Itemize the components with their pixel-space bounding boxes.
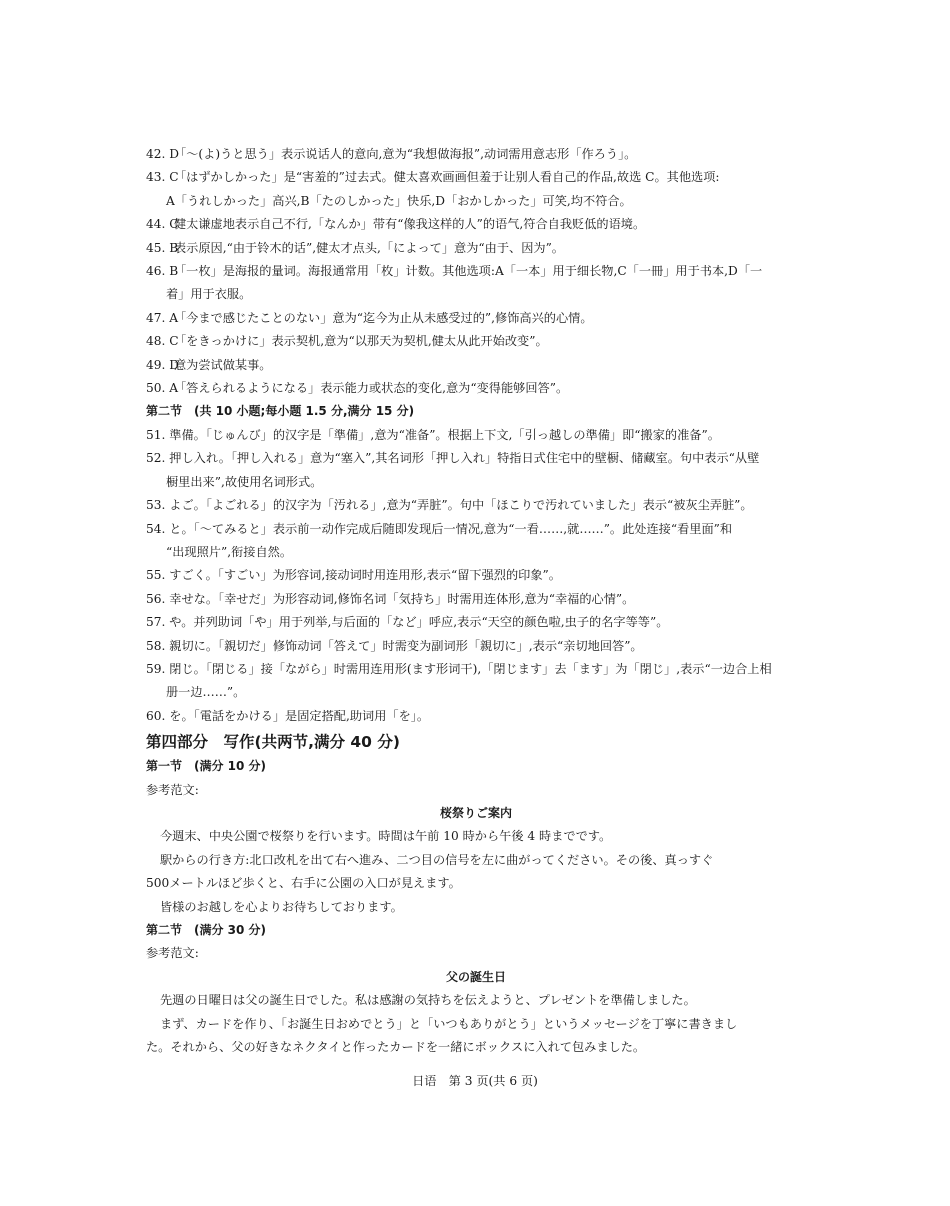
- answer-item-54: 54. と。「～てみると」表示前一动作完成后随即发现后一情况,意为“一看……,就……”。此处连接“看里面”和: [146, 521, 733, 536]
- item-explanation: 「はずかしかった」是“害羞的”过去式。健太喜欢画画但羞于让别人看自己的作品,故选 C。其他选项:: [174, 170, 720, 185]
- reference-label: 参考范文:: [146, 946, 199, 961]
- answer-item-60: 60. を。「電話をかける」是固定搭配,助词用「を」。: [146, 708, 430, 723]
- answer-item-52: 52. 押し入れ。「押し入れる」意为“塞入”,其名词形「押し入れ」特指日式住宅中的壁橱、储藏室。句中表示“从壁: [146, 451, 760, 466]
- writing-section2-heading: 第二节 (满分 30 分): [146, 923, 267, 937]
- item-number: 49. D: [146, 357, 180, 372]
- answer-item-55: 55. すごく。「すごい」为形容词,接动词时用连用形,表示“留下强烈的印象”。: [146, 568, 561, 583]
- item-explanation: 「今まで感じたことのない」意为“迄今为止从未感受过的”,修饰高兴的心情。: [174, 310, 593, 325]
- answer-item-56: 56. 幸せな。「幸せだ」为形容动词,修饰名词「気持ち」时需用连体形,意为“幸福的心情”。: [146, 591, 635, 606]
- item-explanation-continued: 册一边……”。: [166, 685, 246, 700]
- essay-paragraph: まず、カードを作り、「お誕生日おめでとう」と「いつもありがとう」というメッセージを丁寧に書きまし: [160, 1016, 738, 1031]
- item-explanation: 意为尝试做某事。: [174, 357, 272, 372]
- item-explanation: 「をきっかけに」表示契机,意为“以那天为契机,健太从此开始改变”。: [174, 334, 548, 349]
- item-number: 44. C: [146, 217, 179, 232]
- item-explanation-continued: “出现照片”,衔接自然。: [166, 544, 293, 559]
- answer-item-43: [146, 166, 806, 189]
- item-number: 50. A: [146, 381, 179, 396]
- item-explanation-continued: 着」用于衣服。: [166, 287, 252, 302]
- answer-item-49: [146, 354, 806, 377]
- item-explanation: 「一枚」是海报的量词。海报通常用「枚」计数。其他选项:A「一本」用于细长物,C「一冊」用于书本,D「一: [174, 264, 763, 279]
- item-number: 45. B: [146, 240, 179, 255]
- essay-paragraph-continued: 500メートルほど歩くと、右手に公園の入口が見えます。: [146, 876, 461, 891]
- writing-section1: [146, 755, 806, 919]
- item-explanation: 表示原因,“由于铃木的话”,健太才点头,「によって」意为“由于、因为”。: [174, 240, 564, 255]
- essay-title: 桜祭りご案内: [439, 805, 512, 820]
- answer-item-45: [146, 237, 806, 260]
- essay-paragraph: 先週の日曜日は父の誕生日でした。私は感謝の気持ちを伝えようと、プレゼントを準備しました。: [160, 993, 696, 1008]
- item-explanation-continued: 橱里出来”,故使用名词形式。: [166, 474, 323, 489]
- essay-paragraph: 皆様のお越しを心よりお待ちしております。: [160, 899, 403, 914]
- answer-item-51: 51. 準備。「じゅんび」的汉字是「準備」,意为“准备”。根据上下文,「引っ越しの準備」即“搬家的准备”。: [146, 427, 720, 442]
- answers-part3-section1: [146, 143, 806, 400]
- answer-item-44: [146, 213, 806, 236]
- item-explanation-continued: A「うれしかった」高兴,B「たのしかった」快乐,D「おかしかった」可笑,均不符合。: [166, 193, 632, 208]
- writing-section2: [146, 919, 806, 1059]
- item-explanation: 健太谦虚地表示自己不行,「なんか」带有“像我这样的人”的语气,符合自我贬低的语境。: [174, 217, 646, 232]
- answer-item-58: 58. 親切に。「親切だ」修饰动词「答えて」时需变为副词形「親切に」,表示“亲切地回答”。: [146, 638, 643, 653]
- item-number: 47. A: [146, 310, 179, 325]
- item-explanation: 「答えられるようになる」表示能力或状态的变化,意为“变得能够回答”。: [174, 381, 569, 396]
- answer-page: [146, 143, 806, 1059]
- writing-section1-heading: 第一节 (满分 10 分): [146, 759, 267, 774]
- answer-item-57: 57. や。并列助词「や」用于列举,与后面的「など」呼应,表示“天空的颜色啦,虫子的名字等等”。: [146, 615, 669, 630]
- answer-item-59: 59. 閉じ。「閉じる」接「ながら」时需用连用形(ます形词干),「閉じます」去「ます」为「閉じ」,表示“一边合上相: [146, 661, 772, 676]
- page-footer: 日语 第 3 页(共 6 页): [412, 1074, 538, 1088]
- section2-heading: 第二节 (共 10 小题;每小题 1.5 分,满分 15 分): [146, 404, 415, 419]
- part4-heading: 第四部分 写作(共两节,满分 40 分): [146, 733, 400, 752]
- item-number: 46. B: [146, 264, 179, 279]
- item-number: 43. C: [146, 170, 179, 185]
- essay-title: 父の誕生日: [445, 969, 506, 984]
- essay-paragraph-continued: た。それから、父の好きなネクタイと作ったカードを一緒にボックスに入れて包みました。: [146, 1040, 646, 1055]
- answer-item-48: [146, 330, 806, 353]
- essay-paragraph: 駅からの行き方:北口改札を出て右へ進み、二つ目の信号を左に曲がってください。その後、真っすぐ: [160, 852, 714, 867]
- answer-item-42: [146, 143, 806, 166]
- item-number: 48. C: [146, 334, 179, 349]
- essay-paragraph: 今週末、中央公園で桜祭りを行います。時間は午前 10 時から午後 4 時までです。: [160, 829, 612, 844]
- answer-item-53: 53. よご。「よごれる」的汉字为「汚れる」,意为“弄脏”。句中「ほこりで汚れていました」表示“被灰尘弄脏”。: [146, 498, 753, 513]
- item-number: 42. D: [146, 147, 180, 161]
- answer-item-50: [146, 377, 806, 400]
- reference-label: 参考范文:: [146, 782, 199, 797]
- answers-part3-section2: [146, 424, 806, 728]
- answer-item-46: [146, 260, 806, 283]
- item-explanation: 「～(よ)うと思う」表示说话人的意向,意为“我想做海报”,动词需用意志形「作ろう」。: [174, 147, 637, 161]
- answer-item-47: [146, 307, 806, 330]
